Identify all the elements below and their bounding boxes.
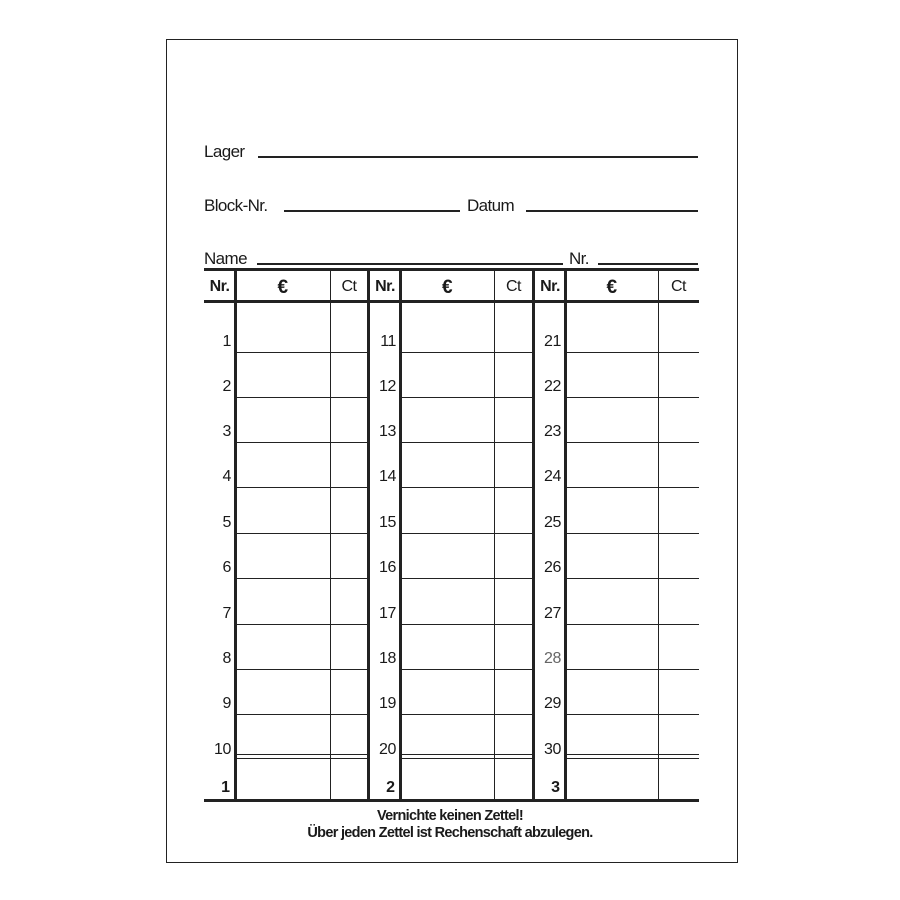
ct-cell[interactable] — [497, 727, 530, 755]
row-number: 20 — [379, 741, 396, 758]
entry-line — [400, 487, 533, 488]
euro-cell[interactable] — [403, 319, 491, 347]
euro-cell[interactable] — [403, 409, 491, 437]
row-number: 1 — [222, 333, 231, 350]
row-number: 24 — [544, 468, 561, 485]
euro-cell[interactable] — [568, 364, 655, 392]
ct-cell[interactable] — [497, 364, 530, 392]
entry-line — [400, 624, 533, 625]
name-label: Name — [204, 249, 247, 268]
euro-cell[interactable] — [568, 545, 655, 573]
column-rule — [564, 268, 567, 801]
euro-cell[interactable] — [568, 409, 655, 437]
euro-cell[interactable] — [403, 681, 491, 709]
table-header-rule — [204, 300, 699, 303]
entry-line — [235, 714, 368, 715]
entry-line — [400, 714, 533, 715]
euro-cell[interactable] — [238, 727, 327, 755]
column-rule — [234, 268, 237, 801]
euro-cell[interactable] — [238, 500, 327, 528]
header-nr: Nr. — [540, 278, 560, 295]
euro-cell[interactable] — [238, 454, 327, 482]
lager-field-line[interactable] — [258, 156, 698, 158]
entry-line — [565, 624, 699, 625]
total-euro-cell[interactable] — [238, 762, 327, 796]
row-number: 9 — [222, 695, 231, 712]
header-nr: Nr. — [209, 278, 230, 295]
ct-cell[interactable] — [333, 364, 365, 392]
ct-cell[interactable] — [333, 545, 365, 573]
table-top-rule — [204, 268, 699, 271]
row-number: 10 — [214, 741, 231, 758]
ct-cell[interactable] — [661, 636, 696, 664]
header-euro: € — [606, 277, 617, 298]
header-euro: € — [441, 277, 453, 298]
entry-line — [565, 533, 699, 534]
block-nr-field-line[interactable] — [284, 210, 460, 212]
ct-cell[interactable] — [333, 409, 365, 437]
ct-cell[interactable] — [661, 681, 696, 709]
euro-cell[interactable] — [403, 500, 491, 528]
ct-cell[interactable] — [497, 681, 530, 709]
header-ct: Ct — [341, 278, 357, 295]
row-number: 18 — [379, 650, 396, 667]
row-number: 27 — [544, 605, 561, 622]
entry-line — [235, 533, 368, 534]
row-number: 12 — [379, 378, 396, 395]
euro-cell[interactable] — [568, 319, 655, 347]
ct-cell[interactable] — [497, 454, 530, 482]
euro-cell[interactable] — [403, 636, 491, 664]
block-nr-label: Block-Nr. — [204, 196, 268, 215]
entry-line — [565, 487, 699, 488]
total-number: 2 — [386, 779, 395, 796]
datum-field-line[interactable] — [526, 210, 698, 212]
row-number: 22 — [544, 378, 561, 395]
row-number: 6 — [222, 559, 231, 576]
column-rule — [494, 268, 496, 801]
entry-line — [235, 624, 368, 625]
entry-line — [400, 352, 533, 353]
euro-cell[interactable] — [403, 591, 491, 619]
ct-cell[interactable] — [661, 591, 696, 619]
ct-cell[interactable] — [661, 319, 696, 347]
entry-line — [400, 397, 533, 398]
row-number: 17 — [379, 605, 396, 622]
euro-cell[interactable] — [568, 681, 655, 709]
ct-cell[interactable] — [333, 319, 365, 347]
total-double-line — [235, 758, 368, 759]
ct-cell[interactable] — [661, 727, 696, 755]
row-number: 29 — [544, 695, 561, 712]
entry-line — [565, 442, 699, 443]
row-number: 11 — [380, 333, 396, 350]
euro-cell[interactable] — [238, 364, 327, 392]
entry-line — [400, 442, 533, 443]
row-number: 30 — [544, 741, 561, 758]
row-number: 5 — [222, 514, 231, 531]
ct-cell[interactable] — [333, 591, 365, 619]
euro-cell[interactable] — [568, 500, 655, 528]
total-double-line — [565, 758, 699, 759]
row-number: 13 — [379, 423, 396, 440]
row-number: 16 — [379, 559, 396, 576]
table-bottom-rule — [204, 799, 699, 802]
euro-cell[interactable] — [238, 545, 327, 573]
ct-cell[interactable] — [661, 364, 696, 392]
entry-line — [235, 578, 368, 579]
ct-cell[interactable] — [661, 454, 696, 482]
row-number: 15 — [379, 514, 396, 531]
ct-cell[interactable] — [661, 500, 696, 528]
ct-cell[interactable] — [333, 727, 365, 755]
entry-line — [400, 578, 533, 579]
entry-line — [565, 397, 699, 398]
row-number: 19 — [379, 695, 396, 712]
ct-cell[interactable] — [333, 636, 365, 664]
nr-label: Nr. — [569, 249, 589, 268]
euro-cell[interactable] — [403, 727, 491, 755]
row-number: 3 — [222, 423, 231, 440]
row-number: 8 — [222, 650, 231, 667]
entry-line — [235, 352, 368, 353]
row-number: 4 — [222, 468, 231, 485]
row-number: 21 — [544, 333, 561, 350]
ct-cell[interactable] — [497, 409, 530, 437]
lager-label: Lager — [204, 142, 245, 161]
euro-cell[interactable] — [568, 454, 655, 482]
entry-line — [400, 669, 533, 670]
euro-cell[interactable] — [568, 591, 655, 619]
ct-cell[interactable] — [497, 500, 530, 528]
ct-cell[interactable] — [497, 545, 530, 573]
total-double-line — [400, 758, 533, 759]
entry-line — [400, 533, 533, 534]
header-ct: Ct — [506, 278, 521, 295]
header-euro: € — [277, 277, 288, 298]
entry-line — [565, 669, 699, 670]
euro-cell[interactable] — [568, 727, 655, 755]
column-rule — [658, 268, 660, 801]
euro-cell[interactable] — [238, 636, 327, 664]
ct-cell[interactable] — [333, 681, 365, 709]
ct-cell[interactable] — [497, 591, 530, 619]
ct-cell[interactable] — [661, 409, 696, 437]
total-ct-cell[interactable] — [333, 762, 365, 796]
entry-line — [235, 669, 368, 670]
header-ct: Ct — [671, 278, 686, 295]
header-nr: Nr. — [375, 278, 395, 295]
name-field-line[interactable] — [257, 263, 563, 265]
euro-cell[interactable] — [403, 545, 491, 573]
row-number: 25 — [544, 514, 561, 531]
euro-cell[interactable] — [238, 681, 327, 709]
ct-cell[interactable] — [661, 545, 696, 573]
euro-cell[interactable] — [238, 409, 327, 437]
euro-cell[interactable] — [403, 364, 491, 392]
entry-line — [235, 487, 368, 488]
total-ct-cell[interactable] — [661, 762, 696, 796]
total-euro-cell[interactable] — [403, 762, 491, 796]
euro-cell[interactable] — [403, 454, 491, 482]
footer-note: Über jeden Zettel ist Rechenschaft abzulegen. — [307, 825, 593, 841]
euro-cell[interactable] — [238, 591, 327, 619]
entry-line — [565, 352, 699, 353]
ct-cell[interactable] — [497, 636, 530, 664]
footer-warning: Vernichte keinen Zettel! — [377, 808, 523, 824]
row-number: 7 — [222, 605, 231, 622]
entry-line — [565, 578, 699, 579]
column-rule — [330, 268, 332, 801]
euro-cell[interactable] — [568, 636, 655, 664]
datum-label: Datum — [467, 196, 515, 215]
total-ct-cell[interactable] — [497, 762, 530, 796]
row-number: 23 — [544, 423, 561, 440]
entry-line — [565, 714, 699, 715]
row-number: 14 — [379, 468, 396, 485]
total-number: 1 — [221, 779, 230, 796]
row-number: 26 — [544, 559, 561, 576]
ct-cell[interactable] — [333, 454, 365, 482]
entry-line — [235, 442, 368, 443]
ct-cell[interactable] — [333, 500, 365, 528]
total-euro-cell[interactable] — [568, 762, 655, 796]
total-number: 3 — [551, 779, 560, 796]
euro-cell[interactable] — [238, 319, 327, 347]
nr-field-line[interactable] — [598, 263, 698, 265]
entry-line — [235, 397, 368, 398]
row-number: 2 — [222, 378, 231, 395]
column-rule — [399, 268, 402, 801]
ct-cell[interactable] — [497, 319, 530, 347]
row-number: 28 — [544, 650, 561, 667]
